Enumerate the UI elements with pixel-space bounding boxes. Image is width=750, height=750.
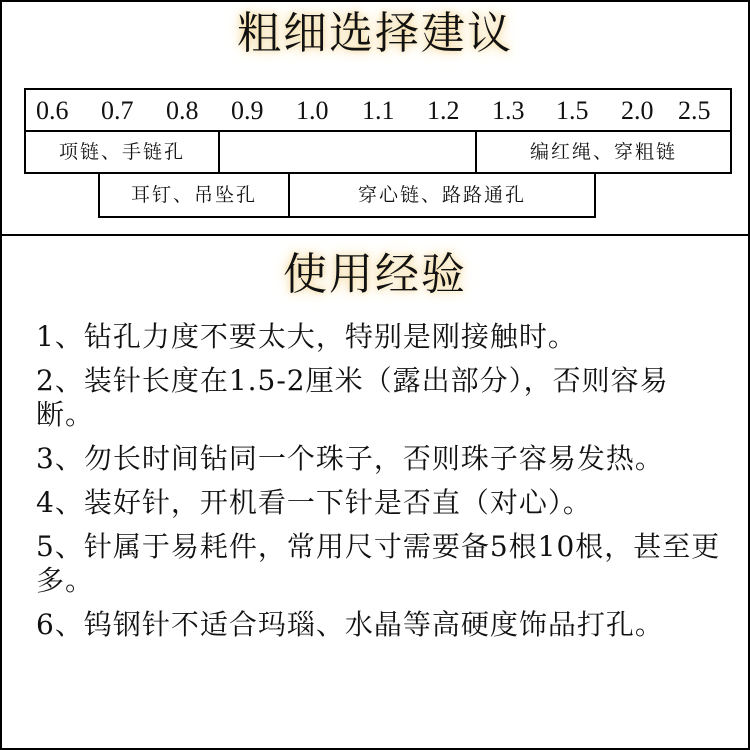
size-selection-title: 粗细选择建议 — [237, 8, 513, 59]
size-tick: 1.1 — [362, 96, 395, 125]
size-tick: 0.9 — [231, 96, 264, 125]
size-tick: 0.7 — [101, 96, 134, 125]
tip-item: 4、装好针，开机看一下针是否直（对心）。 — [36, 486, 592, 519]
section-divider — [2, 234, 748, 236]
size-tick: 2.5 — [678, 96, 711, 125]
size-tick: 1.3 — [492, 96, 525, 125]
tip-item: 2、装针长度在1.5-2厘米（露出部分），否则容易断。 — [36, 364, 669, 431]
size-tick: 0.6 — [36, 96, 69, 125]
tip-item: 6、钨钢针不适合玛瑙、水晶等高硬度饰品打孔。 — [36, 608, 664, 641]
band-necklace-bracelet: 项链、手链孔 — [24, 130, 220, 174]
band-earring-pendant: 耳钉、吊坠孔 — [98, 172, 290, 218]
size-tick: 2.0 — [621, 96, 654, 125]
band-blank — [218, 130, 477, 174]
usage-experience-title: 使用经验 — [283, 249, 467, 300]
tip-item: 3、勿长时间钻同一个珠子，否则珠子容易发热。 — [36, 442, 664, 475]
size-scale-row — [24, 88, 732, 132]
tip-item: 1、钻孔力度不要太大，特别是刚接触时。 — [36, 320, 577, 353]
size-tick: 1.0 — [296, 96, 329, 125]
size-tick: 1.5 — [556, 96, 589, 125]
band-red-rope-thick-chain: 编红绳、穿粗链 — [475, 130, 732, 174]
usage-tips-list — [36, 320, 726, 652]
size-tick: 0.8 — [166, 96, 199, 125]
tip-item: 5、针属于易耗件，常用尺寸需要备5根10根，甚至更多。 — [36, 530, 721, 597]
band-through-chain: 穿心链、路路通孔 — [288, 172, 596, 218]
size-tick: 1.2 — [427, 96, 460, 125]
